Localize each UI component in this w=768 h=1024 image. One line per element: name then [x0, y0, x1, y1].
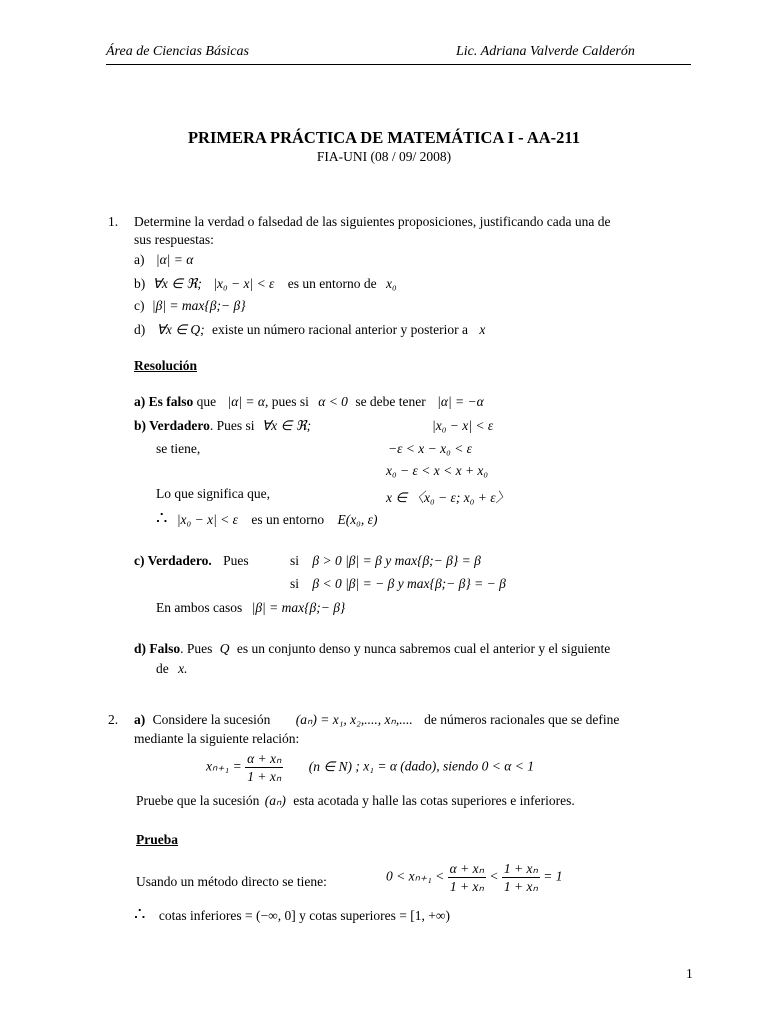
q2-rec-den: 1 + xₙ — [247, 769, 282, 784]
q1-item-c — [134, 298, 246, 314]
q1-b-var: x₀ — [385, 276, 397, 291]
q2-t7: cotas inferiores = (−∞, 0] y cotas superiores = [1, +∞) — [158, 908, 450, 923]
q1-b-label: b) — [134, 276, 146, 291]
res-c-case2 — [290, 576, 506, 592]
q2-p-lt: < — [489, 868, 499, 884]
res-c-si1: si — [290, 553, 300, 568]
q2-t3: mediante la siguiente relación: — [134, 731, 300, 746]
res-b-e5: x ∈ 〈x₀ − ε; x₀ + ε〉 — [386, 490, 510, 505]
q1-item-a — [134, 252, 193, 268]
header-left: Área de Ciencias Básicas — [106, 44, 249, 59]
q2-p-num1: α + xₙ — [449, 861, 484, 876]
q1-d-text: existe un número racional anterior y posterior a — [211, 322, 469, 337]
res-c-t2: En ambos casos — [156, 600, 243, 615]
q1-b-text: es un entorno de — [287, 276, 377, 291]
res-b-label: b) Verdadero — [134, 418, 210, 433]
q2-e2: (aₙ) — [264, 793, 286, 808]
res-a-t1: que — [196, 394, 217, 409]
res-a-e2: α < 0 — [318, 394, 348, 409]
q1-a-expr: |α| = α — [155, 252, 194, 267]
res-b-e7: E(x₀, ε) — [337, 512, 378, 527]
q2-p-den2: 1 + xₙ — [503, 879, 538, 894]
q2-conclusion — [134, 904, 450, 925]
res-c-e3: |β| = max{β;− β} — [251, 600, 346, 615]
res-d-t3: de — [156, 661, 169, 676]
res-b-t1: . Pues si — [209, 418, 255, 433]
res-a-t2: , pues si — [264, 394, 309, 409]
q1-d-var: x — [479, 322, 486, 337]
res-c-label-line — [134, 553, 249, 569]
res-d-line1 — [134, 641, 610, 657]
q2-rec-num: α + xₙ — [247, 751, 282, 766]
res-d-q: Q — [219, 641, 230, 656]
res-d-line2 — [156, 661, 188, 677]
q2-p-e1: 0 < xₙ₊₁ < — [386, 868, 445, 884]
q2-rec-lhs: xₙ₊₁ = — [206, 758, 242, 774]
page-title: PRIMERA PRÁCTICA DE MATEMÁTICA I - AA-211 — [187, 128, 581, 147]
q2-rec-e1: (n ∈ N) — [308, 758, 353, 774]
res-d-label: d) Falso — [134, 641, 181, 656]
res-c-t1: Pues — [223, 553, 249, 568]
header-rule — [106, 64, 691, 65]
q2-p-num2: 1 + xₙ — [503, 861, 538, 876]
res-b-t4: es un entorno — [251, 512, 325, 527]
prueba-heading: Prueba — [136, 832, 178, 847]
q2-t5: esta acotada y halle las cotas superiores e inferiores. — [293, 793, 575, 808]
q1-statement-line2: sus respuestas: — [134, 232, 214, 247]
q1-c-label: c) — [134, 298, 145, 313]
res-c-si2: si — [290, 576, 300, 591]
q2-e1: (aₙ) = x₁, x₂,...., xₙ,.... — [295, 712, 413, 727]
res-b — [134, 418, 311, 434]
res-a-label: a) Es falso — [134, 394, 194, 409]
res-a-e1: |α| = α — [227, 394, 265, 409]
res-b-e4: x₀ − ε < x < x + x₀ — [386, 463, 489, 478]
q2-rec-fraction — [245, 750, 283, 785]
header-right: Lic. Adriana Valverde Calderón — [456, 44, 635, 59]
q2-t2: de números racionales que se define — [424, 712, 620, 727]
q1-item-d — [134, 322, 485, 338]
q2-proof-expr — [386, 860, 562, 895]
resolucion-heading: Resolución — [134, 358, 198, 373]
res-a-e3: |α| = −α — [437, 394, 484, 409]
res-c-summary — [156, 600, 345, 616]
q2-t4: Pruebe que la sucesión — [136, 793, 260, 808]
res-b-e3: −ε < x − x₀ < ε — [388, 441, 473, 456]
q2-p-frac2 — [502, 860, 540, 895]
res-b-e6: |x₀ − x| < ε — [176, 512, 238, 527]
res-b-e2: |x₀ − x| < ε — [432, 418, 494, 433]
q2-p-eq: = 1 — [543, 868, 563, 884]
q1-number: 1. — [108, 214, 119, 229]
res-c-e1: β > 0 |β| = β y max{β;− β} = β — [312, 553, 481, 568]
res-a — [134, 394, 484, 410]
q1-b-expr2: |x₀ − x| < ε — [213, 276, 275, 291]
res-c-e2: β < 0 |β| = − β y max{β;− β} = − β — [312, 576, 506, 591]
res-b-t3: Lo que significa que, — [156, 486, 270, 501]
page-subtitle: FIA-UNI (08 / 09/ 2008) — [316, 149, 452, 164]
q2-t6: Usando un método directo se tiene: — [136, 874, 327, 889]
res-c-case1 — [290, 553, 481, 569]
q2-label: a) — [134, 712, 146, 727]
res-b-conclusion — [156, 508, 377, 529]
q2-recurrence — [206, 750, 534, 785]
q1-statement-line1: Determine la verdad o falsedad de las siguientes proposiciones, justificando cada una de — [134, 214, 611, 229]
res-d-t2: es un conjunto denso y nunca sabremos cual el anterior y el siguiente — [236, 641, 611, 656]
q1-a-label: a) — [134, 252, 145, 267]
page-number: 1 — [686, 966, 693, 981]
res-a-t3: se debe tener — [355, 394, 426, 409]
therefore-icon-2: ∴ — [134, 904, 146, 924]
res-d-t1: . Pues — [180, 641, 213, 656]
q2-rec-e2: ; x₁ = α (dado), siendo 0 < α < 1 — [355, 758, 534, 774]
q2-p-den1: 1 + xₙ — [449, 879, 484, 894]
q2-number: 2. — [108, 712, 119, 727]
q2-line4 — [136, 793, 575, 809]
res-c-label: c) Verdadero. — [134, 553, 212, 568]
res-b-e1: ∀x ∈ ℜ; — [261, 418, 312, 433]
res-d-x: x. — [178, 661, 188, 676]
therefore-icon: ∴ — [156, 508, 168, 528]
q1-d-expr: ∀x ∈ Q; — [156, 322, 205, 337]
q2-p-frac1 — [448, 860, 486, 895]
q1-c-expr: |β| = max{β;− β} — [151, 298, 246, 313]
q1-d-label: d) — [134, 322, 146, 337]
q1-item-b — [134, 276, 397, 292]
res-b-t2: se tiene, — [156, 441, 201, 456]
q2-line1 — [134, 712, 619, 728]
q2-t1: Considere la sucesión — [152, 712, 271, 727]
q1-b-expr1: ∀x ∈ ℜ; — [152, 276, 202, 291]
